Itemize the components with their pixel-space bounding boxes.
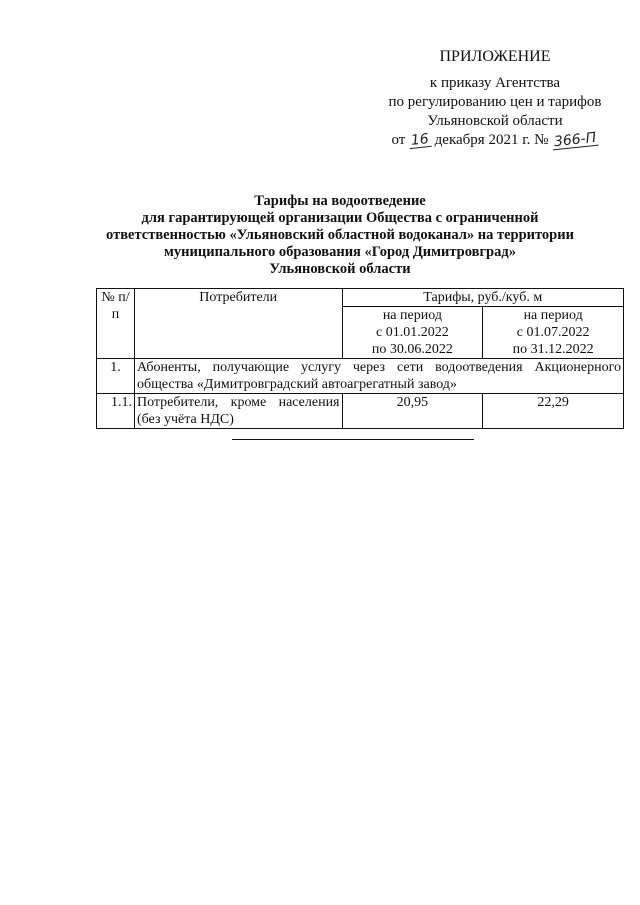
period-line: по 30.06.2022 [371, 342, 453, 357]
period-line: на период [523, 308, 583, 323]
header-period-1 [342, 307, 483, 359]
row-text-line: Абоненты, получающие услугу через сети водоотведения Акционерного [136, 360, 621, 375]
period-line: с 01.07.2022 [516, 325, 590, 340]
header-num: № п/п [97, 289, 135, 359]
title-line: для гарантирующей организации Общества с ограниченной [141, 210, 539, 226]
row-text [134, 394, 342, 429]
tariff-value-1: 20,95 [342, 394, 483, 429]
title-line: Тарифы на водоотведение [254, 193, 426, 209]
appendix-line: Ульяновской области [427, 113, 563, 129]
appendix-line: к приказу Агентства [429, 75, 561, 91]
handwritten-day: 16 [410, 131, 430, 149]
title-line: муниципального образования «Город Димитровград» [164, 244, 516, 260]
handwritten-order-number: 366-П [553, 129, 598, 151]
header-row [97, 289, 624, 307]
title-line: Ульяновской области [269, 261, 411, 277]
tariff-value-2: 22,29 [483, 394, 624, 429]
period-line: с 01.01.2022 [376, 325, 449, 340]
row-num: 1. [97, 359, 135, 394]
header-consumers: Потребители [134, 289, 342, 359]
table-row [97, 359, 624, 394]
header-period-2 [483, 307, 624, 359]
appendix-heading: ПРИЛОЖЕНИЕ [439, 48, 551, 65]
date-rest: декабря 2021 г. № [434, 132, 549, 148]
row-text-line: общества «Димитровградский автоагрегатный завод» [136, 377, 457, 392]
row-text-line: Потребители, кроме населения [136, 395, 340, 410]
appendix-date-line [370, 131, 620, 150]
date-prefix: от [391, 132, 406, 148]
title-line: ответственностью «Ульяновский областной водоканал» на территории [106, 227, 574, 243]
period-line: на период [382, 308, 442, 323]
closing-rule [232, 439, 474, 440]
table-row [97, 394, 624, 429]
period-line: по 31.12.2022 [512, 342, 594, 357]
appendix-block [370, 47, 620, 150]
tariff-table [96, 288, 624, 429]
document-title [80, 193, 600, 278]
row-text-line: (без учёта НДС) [136, 412, 234, 427]
appendix-line: по регулированию цен и тарифов [388, 94, 602, 110]
row-num: 1.1. [97, 394, 135, 429]
header-tariffs: Тарифы, руб./куб. м [342, 289, 623, 307]
row-text [134, 359, 623, 394]
